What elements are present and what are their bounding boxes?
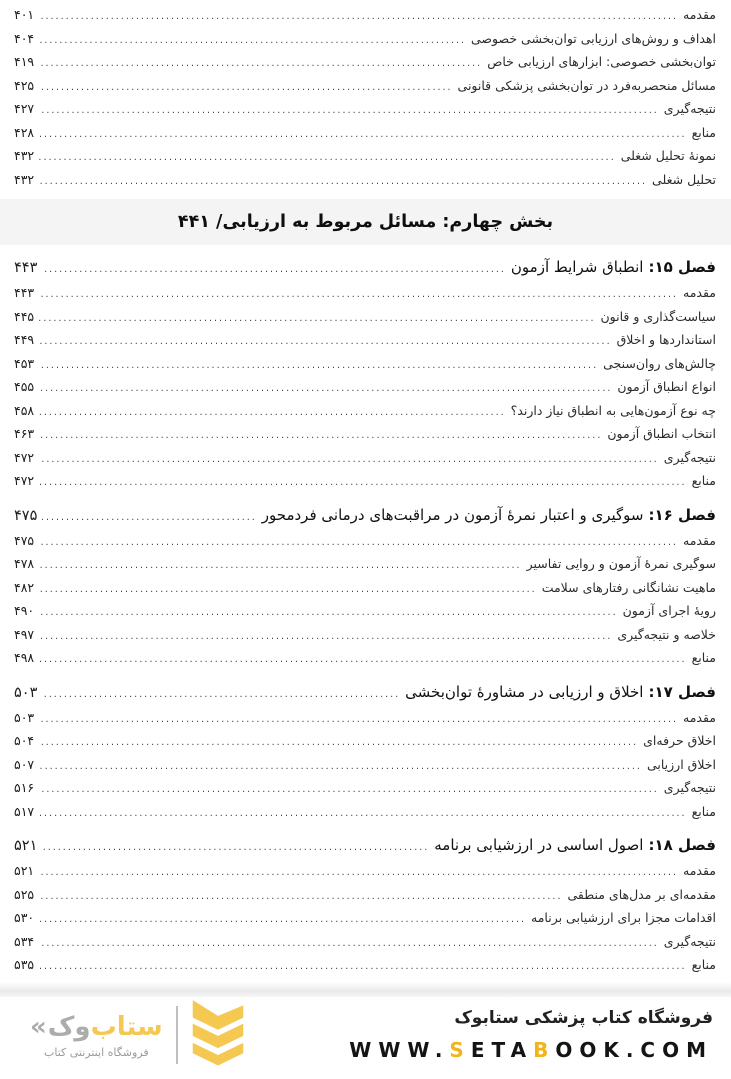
toc-entry-title: رویهٔ اجرای آزمون	[622, 603, 716, 618]
toc-entry-row	[14, 776, 716, 800]
toc-entry-row	[14, 906, 716, 930]
toc-page-number: ۴۴۳	[14, 285, 35, 300]
toc-entry-row	[14, 646, 716, 670]
toc-entry-row	[14, 375, 716, 399]
toc-leader-dots	[39, 708, 678, 732]
toc-page-number: ۵۳۴	[14, 933, 35, 949]
toc-page-number: ۴۷۵	[14, 532, 35, 548]
footer	[0, 997, 731, 1079]
website-letters: OOK.COM	[555, 1038, 713, 1062]
toc-page-number: ۴۴۵	[14, 308, 35, 324]
toc-page-number: ۴۵۸	[14, 402, 35, 418]
toc-entry-row	[14, 469, 716, 493]
toc-page-number: ۴۷۵	[14, 507, 38, 524]
toc-entry-title: تحلیل شغلی	[652, 171, 716, 187]
toc-page-number: ۵۲۱	[14, 838, 38, 854]
toc-leader-dots	[39, 625, 612, 649]
toc-entry-title: منابع	[691, 957, 716, 972]
toc-entry-title: منابع	[691, 803, 716, 819]
toc-leader-dots	[39, 955, 686, 979]
toc-entry-title: چه نوع آزمون‌هایی به انطباق نیاز دارند؟	[510, 402, 716, 418]
toc-entry-title: نتیجه‌گیری	[663, 780, 716, 795]
toc-entry-title: انتخاب انطباق آزمون	[607, 426, 716, 441]
toc-entry-row	[14, 121, 716, 145]
toc-leader-dots	[39, 778, 659, 802]
toc-entry-title: نمونهٔ تحلیل شغلی	[620, 148, 716, 163]
toc-entry-title: منابع	[691, 124, 716, 140]
chevron-shield-icon	[191, 999, 245, 1071]
toc-entry-row	[14, 352, 716, 376]
toc-entry-title: نتیجه‌گیری	[663, 933, 716, 949]
toc-entry-row	[14, 529, 716, 553]
toc-leader-dots	[39, 908, 526, 932]
toc-entry-title: سوگیری نمرهٔ آزمون و روایی تفاسیر	[526, 556, 716, 571]
page-bottom-shadow	[0, 982, 731, 998]
chapter-label: فصل ۱۸:	[648, 836, 716, 854]
toc-leader-dots	[39, 802, 686, 826]
website-accent-letter: B	[533, 1038, 556, 1062]
toc-page-number: ۴۲۷	[14, 101, 35, 116]
toc-chapter-row	[14, 832, 716, 859]
logo-tagline: فروشگاه اینترنتی کتاب	[43, 1045, 149, 1059]
toc-entry-row	[14, 576, 716, 600]
toc-entry-title: چالش‌های روان‌سنجی	[603, 355, 716, 371]
toc-leader-dots	[39, 755, 642, 779]
toc-entry-row	[14, 753, 716, 777]
toc-page-number: ۴۴۹	[14, 332, 35, 347]
toc-entry-row	[14, 422, 716, 446]
website-accent-letter: S	[449, 1038, 471, 1062]
toc-page-number: ۴۷۸	[14, 556, 35, 571]
toc-page-number: ۴۴۳	[14, 260, 38, 276]
toc-entry-title: اخلاق ارزیابی	[646, 756, 716, 772]
toc-leader-dots	[39, 330, 611, 354]
toc-page-number: ۴۳۲	[14, 148, 35, 163]
toc-entry-row	[14, 168, 716, 192]
toc-leader-dots	[39, 932, 659, 956]
toc-leader-dots	[39, 5, 678, 29]
toc-leader-dots	[39, 861, 678, 885]
toc-entry-row	[14, 305, 716, 329]
toc-entry-row	[14, 27, 716, 51]
toc-entry-title: نتیجه‌گیری	[663, 101, 716, 116]
toc-page-number: ۵۰۷	[14, 756, 35, 772]
toc-page-number: ۵۳۰	[14, 910, 35, 925]
toc-leader-dots	[39, 283, 678, 307]
chapter-title: اصول اساسی در ارزشیابی برنامه	[434, 836, 644, 854]
store-name: فروشگاه کتاب پزشکی ستابوک	[454, 1008, 713, 1028]
toc-page-number: ۵۳۵	[14, 957, 35, 972]
toc-entry-row	[14, 328, 716, 352]
toc-leader-dots	[39, 307, 595, 331]
toc-page-number: ۴۹۰	[14, 603, 35, 618]
toc-entry-row	[14, 729, 716, 753]
toc-leader-dots	[39, 99, 659, 123]
toc-page-number: ۴۷۲	[14, 449, 35, 465]
logo-wordmark-yellow: ستاب	[90, 1011, 163, 1042]
toc-page-number: ۴۱۹	[14, 54, 35, 69]
toc-leader-dots	[42, 834, 429, 861]
toc-leader-dots	[39, 170, 647, 194]
toc-entry-title: اخلاق حرفه‌ای	[643, 733, 716, 748]
toc-entry-row	[14, 859, 716, 883]
toc-entry-title: انواع انطباق آزمون	[617, 379, 716, 394]
toc-page-number: ۴۰۱	[14, 7, 35, 22]
toc-entry-title: مقدمه	[683, 532, 716, 548]
toc-leader-dots	[39, 731, 638, 755]
logo-wordmark-group	[30, 1012, 163, 1059]
toc-leader-dots	[39, 377, 612, 401]
toc-chapter-row	[14, 679, 716, 706]
toc-entry-title: منابع	[691, 473, 716, 488]
toc-page-number: ۴۹۷	[14, 626, 35, 642]
toc-page-number: ۴۲۵	[14, 77, 35, 93]
toc-page-number: ۴۹۸	[14, 650, 35, 665]
toc-entry-title: مقدمه	[683, 709, 716, 725]
toc-entry-row	[14, 97, 716, 121]
toc-entry-title: خلاصه و نتیجه‌گیری	[617, 626, 716, 642]
toc-entry-row	[14, 446, 716, 470]
toc-entry-row	[14, 74, 716, 98]
guillemet-icon: «	[30, 1011, 47, 1042]
toc-entry-title: اقدامات مجزا برای ارزشیابی برنامه	[531, 910, 716, 925]
toc-leader-dots	[39, 401, 506, 425]
logo-wordmark-gray: وک	[47, 1011, 91, 1042]
toc-chapter-row	[14, 502, 716, 529]
toc-entry-title: توان‌بخشی خصوصی: ابزارهای ارزیابی خاص	[487, 54, 716, 69]
toc-entry-row	[14, 50, 716, 74]
toc-entry-title: اهداف و روش‌های ارزیابی توان‌بخشی خصوصی	[471, 30, 716, 46]
toc-entry-title: مقدمه	[683, 863, 716, 878]
toc-leader-dots	[39, 554, 521, 578]
toc-entry-row	[14, 623, 716, 647]
toc-leader-dots	[42, 256, 506, 283]
chapter-label: فصل ۱۶:	[648, 505, 716, 524]
toc-chapter-row	[14, 254, 716, 281]
toc-leader-dots	[39, 885, 562, 909]
part-header-title: بخش چهارم: مسائل مربوط به ارزیابی/ ۴۴۱	[177, 212, 554, 232]
toc-page-number: ۴۰۴	[14, 30, 35, 46]
toc-leader-dots	[39, 448, 659, 472]
toc-entry-row	[14, 883, 716, 907]
toc-entry-title: استانداردها و اخلاق	[616, 332, 716, 347]
toc-page-number: ۴۵۵	[14, 379, 35, 394]
toc-entry-title: منابع	[691, 650, 716, 665]
chapter-title: اخلاق و ارزیابی در مشاورهٔ توان‌بخشی	[405, 682, 644, 701]
toc-page-number: ۵۲۱	[14, 863, 35, 878]
toc-page-number: ۵۰۳	[14, 709, 35, 725]
toc-entry-title: مقدمه‌ای بر مدل‌های منطقی	[567, 886, 716, 902]
chapter-label: فصل ۱۵:	[648, 258, 716, 276]
chapter-label: فصل ۱۷:	[648, 682, 716, 701]
toc-leader-dots	[39, 123, 686, 147]
toc-entry-row	[14, 953, 716, 977]
toc-leader-dots	[39, 146, 616, 170]
logo-divider	[176, 1006, 178, 1064]
toc-entry-row	[14, 281, 716, 305]
website-text	[349, 1038, 713, 1062]
toc-entry-title: مقدمه	[683, 285, 716, 300]
toc-leader-dots	[39, 424, 602, 448]
store-info	[349, 1008, 713, 1062]
toc-entry-title: مسائل منحصربه‌فرد در توان‌بخشی پزشکی قانونی	[457, 77, 716, 93]
toc-leader-dots	[39, 601, 617, 625]
toc-leader-dots	[39, 578, 537, 602]
toc-page-number: ۴۵۳	[14, 355, 35, 371]
toc-leader-dots	[39, 648, 686, 672]
toc-entry-title: ماهیت نشانگانی رفتارهای سلامت	[541, 579, 716, 595]
toc-leader-dots	[39, 76, 452, 100]
toc-page-number: ۵۲۵	[14, 886, 35, 902]
toc-leader-dots	[39, 531, 678, 555]
toc-leader-dots	[39, 471, 686, 495]
toc-page-number: ۴۳۲	[14, 171, 35, 187]
toc-entry-title: مقدمه	[683, 7, 716, 22]
toc-entry-row	[14, 144, 716, 168]
toc-entry-row	[14, 599, 716, 623]
website-letters: ETA	[470, 1038, 534, 1062]
toc-entry-row	[14, 930, 716, 954]
toc-entry-title: سیاست‌گذاری و قانون	[600, 308, 716, 324]
toc-page-number: ۵۱۷	[14, 803, 35, 819]
toc-entry-row	[14, 800, 716, 824]
toc-leader-dots	[42, 681, 400, 708]
toc-entry-row	[14, 552, 716, 576]
toc-page-number: ۵۱۶	[14, 780, 35, 795]
chapter-title: سوگیری و اعتبار نمرهٔ آزمون در مراقبت‌های درمانی فردمحور	[261, 505, 644, 524]
toc-leader-dots	[39, 29, 466, 53]
toc-entry-row	[14, 706, 716, 730]
toc-page-number: ۴۷۲	[14, 473, 35, 488]
website-letters: WWW.	[349, 1038, 450, 1062]
chapter-title: انطباق شرایط آزمون	[510, 258, 644, 276]
setabook-logo	[30, 999, 245, 1071]
toc-leader-dots	[39, 354, 598, 378]
toc-page-number: ۴۸۲	[14, 579, 35, 595]
toc-entry-title: نتیجه‌گیری	[663, 449, 716, 465]
part-header-band	[0, 199, 731, 245]
toc-page-number: ۴۲۸	[14, 124, 35, 140]
toc-leader-dots	[42, 504, 256, 531]
toc-page-number: ۵۰۳	[14, 684, 38, 701]
logo-wordmark	[30, 1012, 163, 1042]
toc-entry-row	[14, 399, 716, 423]
toc-leader-dots	[39, 52, 482, 76]
toc-entry-row	[14, 3, 716, 27]
toc-page-number: ۵۰۴	[14, 733, 35, 748]
toc-page-number: ۴۶۳	[14, 426, 35, 441]
